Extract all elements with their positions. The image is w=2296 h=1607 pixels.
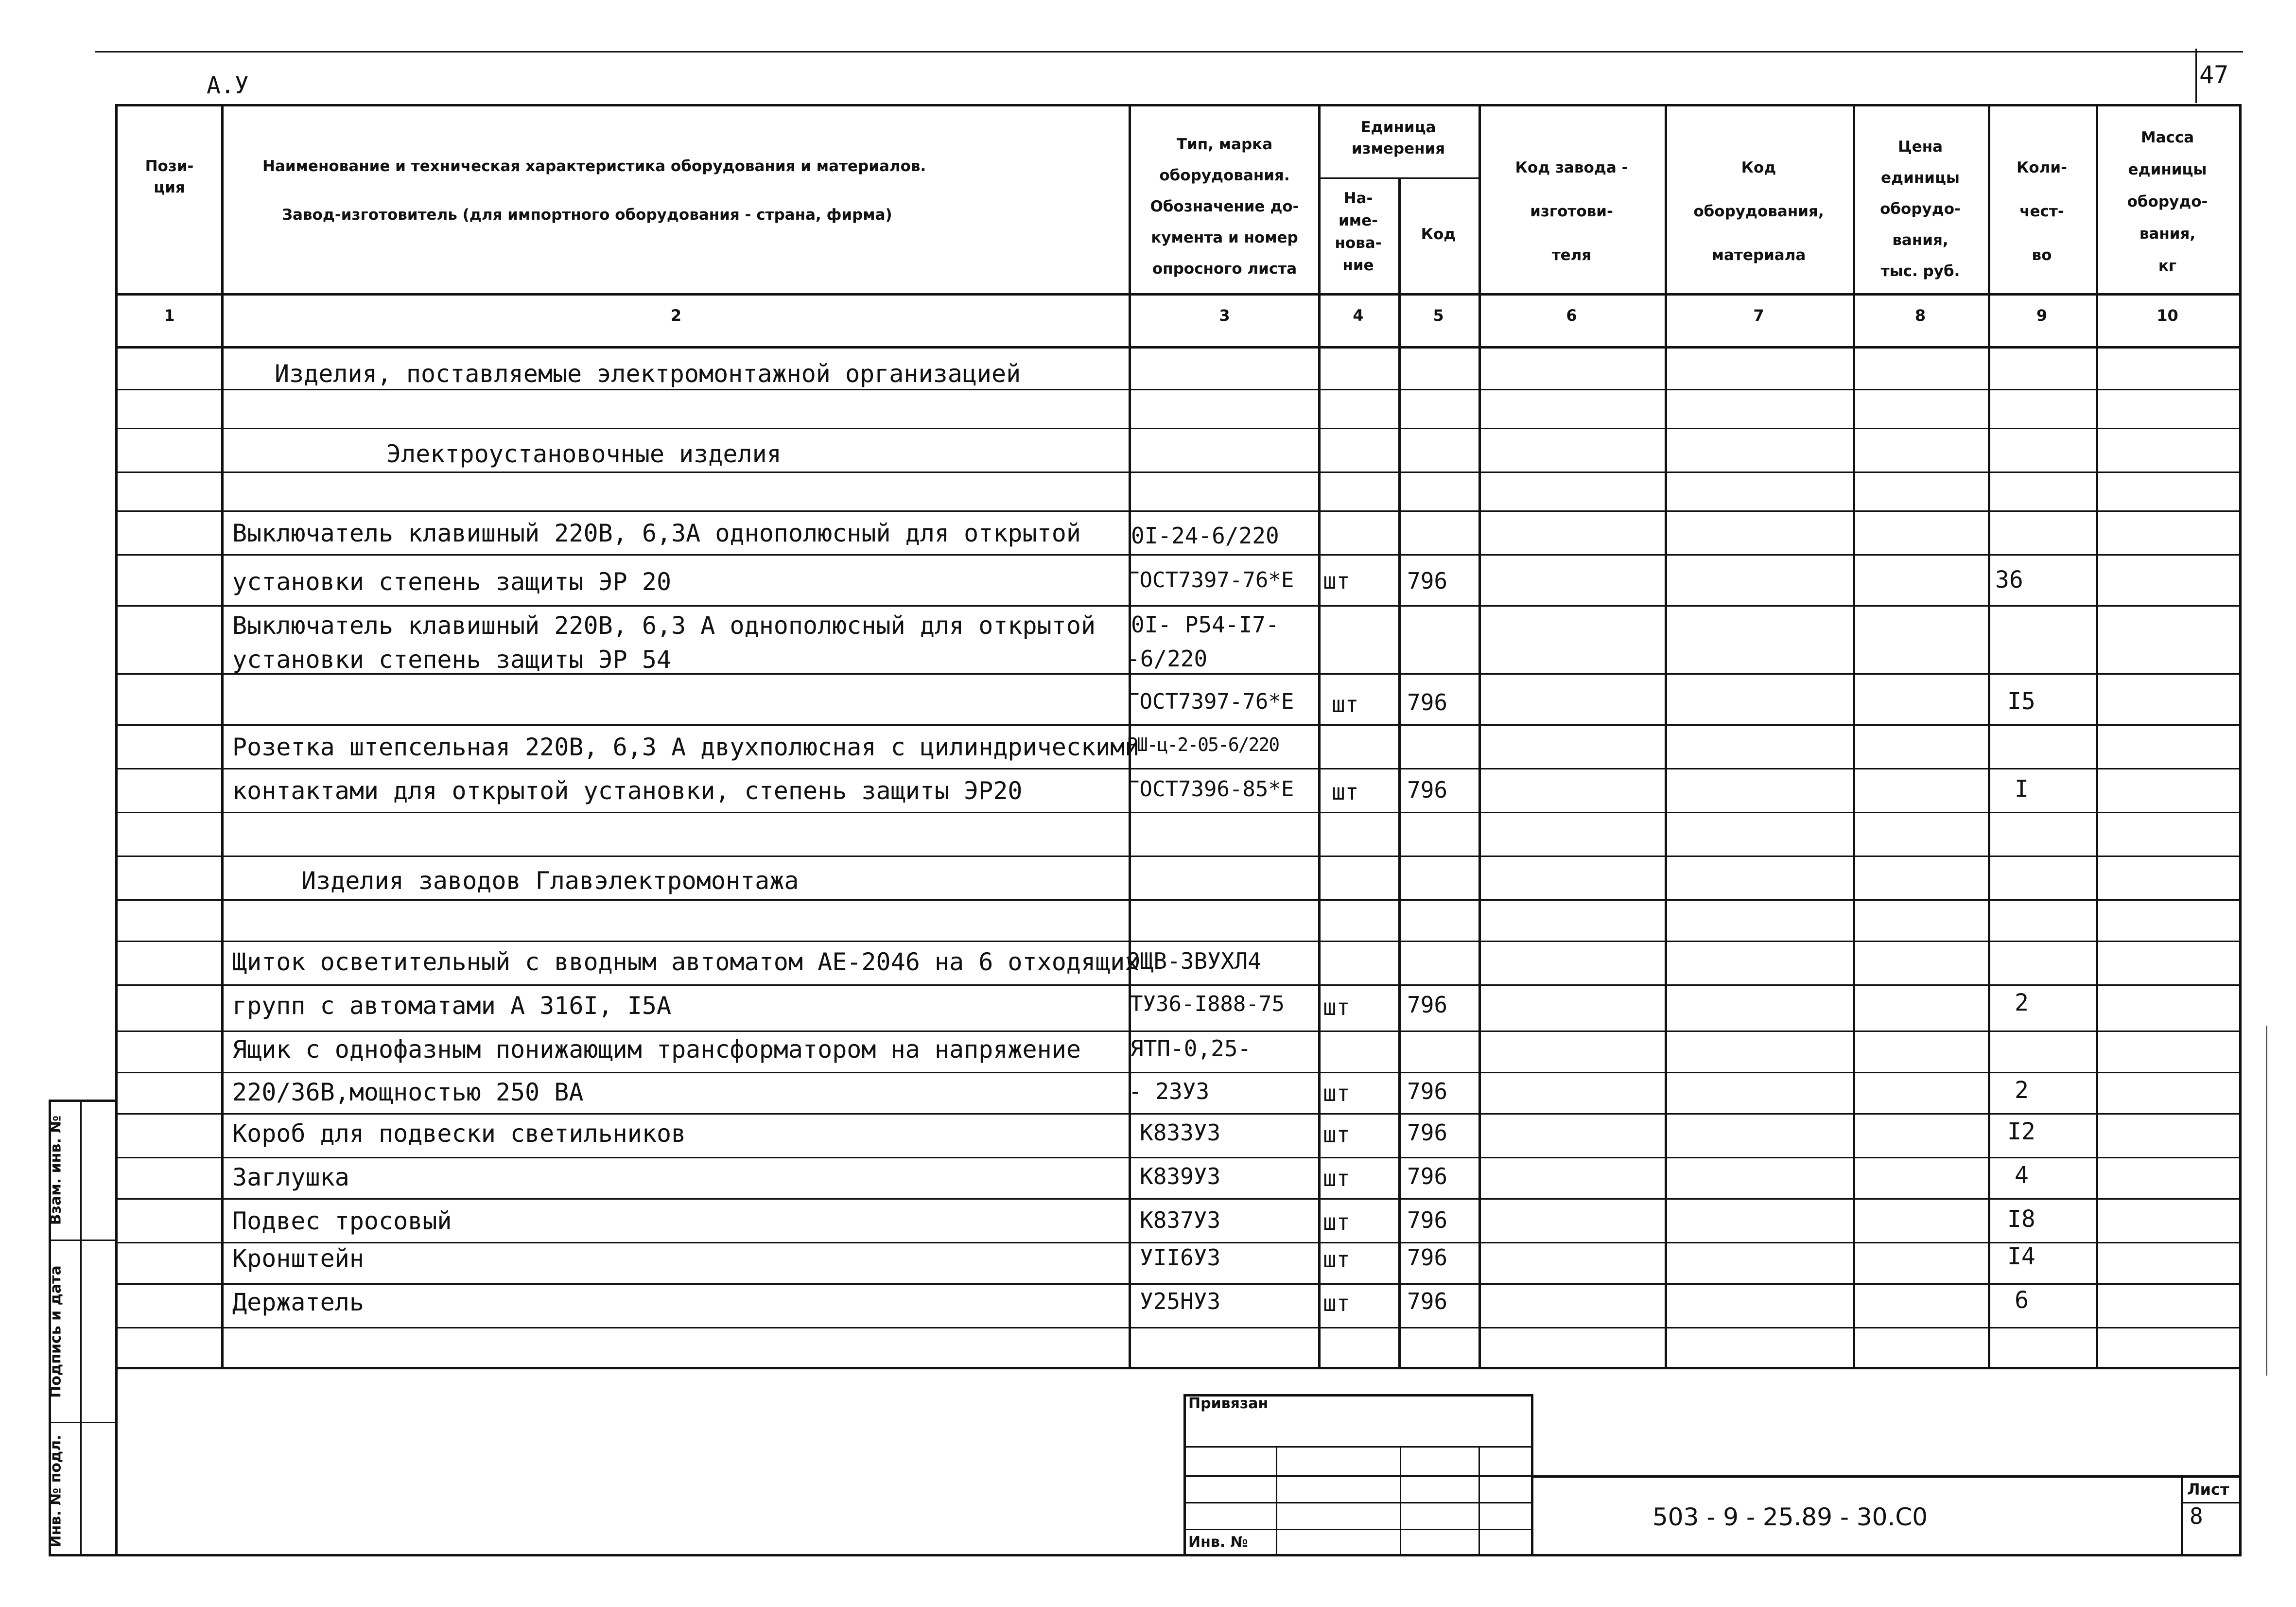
item-quantity: I8 (2007, 1205, 2035, 1233)
item-type: - 23УЗ (1129, 1078, 1210, 1104)
frame-bottom-border (117, 1554, 2241, 1556)
side-stamp-line (49, 1422, 117, 1423)
item-name: контактами для открытой установки, степень защиты ЭР20 (232, 777, 1023, 805)
item-code: 796 (1407, 992, 1448, 1018)
item-type: К839УЗ (1140, 1163, 1221, 1189)
item-type: ТУ36-I888-75 (1130, 992, 1285, 1016)
header-name-line1: Наименование и техническая характеристика оборудования и материалов. (262, 157, 926, 175)
col-divider-5 (1478, 104, 1481, 1367)
col-divider-9 (2096, 104, 2098, 1367)
item-code: 796 (1407, 777, 1448, 803)
table-top-border (117, 104, 2241, 106)
header-bottom-border (117, 293, 2241, 296)
item-type: ГОСТ7396-85*Е (1127, 777, 1294, 802)
row-line (117, 389, 2241, 390)
item-type: К833УЗ (1140, 1119, 1221, 1146)
item-unit: шт (1323, 1080, 1350, 1106)
item-name: Выключатель клавишный 220В, 6,3 А однополюсный для открытой (232, 611, 1096, 640)
sheet-mark: А.У (207, 72, 249, 99)
col-number-3: 3 (1219, 306, 1230, 325)
unit-group-divider (1318, 177, 1478, 179)
item-name: Ящик с однофазным понижающим трансформатором на напряжение (232, 1035, 1081, 1064)
stamp-vline (1478, 1446, 1480, 1555)
item-type: ОЩВ-ЗВУХЛ4 (1127, 948, 1261, 974)
row-line (117, 1242, 2241, 1243)
stamp-inv-label: Инв. № (1188, 1534, 1248, 1551)
item-type: ГОСТ7397-76*Е (1127, 568, 1294, 593)
item-name: 220/36В,мощностью 250 ВА (232, 1078, 584, 1106)
item-name: групп с автоматами А 316I, I5А (232, 992, 672, 1020)
item-quantity: I2 (2007, 1118, 2035, 1145)
item-quantity: I4 (2007, 1243, 2035, 1270)
row-line (117, 812, 2241, 813)
stamp-line (1183, 1475, 1533, 1477)
col-number-9: 9 (2036, 306, 2048, 325)
row-line (117, 1198, 2241, 1200)
row-line (117, 554, 2241, 556)
header-type: Тип, марка оборудования. Обозначение до- кумента и номер опросного листа (1150, 136, 1299, 278)
scan-edge-line (2266, 1026, 2267, 1376)
side-stamp-line (49, 1240, 117, 1241)
stamp-vline (1400, 1446, 1401, 1555)
header-quantity: Коли- чест- во (2017, 159, 2067, 264)
row-line (117, 428, 2241, 429)
side-stamp-vline (80, 1100, 82, 1556)
item-type: -6/220 (1127, 646, 1208, 672)
item-type: РШ-ц-2-05-6/220 (1127, 734, 1279, 755)
header-position: Пози- ция (145, 157, 194, 196)
item-quantity: 36 (1995, 566, 2023, 594)
item-quantity: 4 (2015, 1162, 2029, 1189)
row-line (117, 1031, 2241, 1032)
header-unit-name: На- име- нова- ние (1335, 190, 1382, 274)
item-name: Держатель (232, 1288, 364, 1316)
item-name: Заглушка (232, 1163, 349, 1191)
item-unit: шт (1323, 1209, 1350, 1235)
top-rule (95, 51, 2243, 52)
col-number-10: 10 (2157, 306, 2178, 325)
item-name: установки степень защиты ЭР 20 (232, 568, 672, 596)
side-label-podpis: Подпись и дата (47, 1265, 65, 1398)
col-number-5: 5 (1433, 306, 1444, 325)
item-quantity: I5 (2007, 688, 2035, 715)
col-divider-3 (1318, 104, 1321, 1367)
sheet-label: Лист (2187, 1480, 2229, 1499)
item-unit: шт (1323, 994, 1350, 1020)
item-unit: шт (1323, 568, 1350, 594)
stamp-line (1183, 1529, 1533, 1530)
row-line (117, 1157, 2241, 1158)
col-number-4: 4 (1353, 306, 1364, 325)
table-bottom-border (117, 1367, 2241, 1369)
item-code: 796 (1407, 1163, 1448, 1189)
item-type: К837УЗ (1140, 1207, 1221, 1233)
item-unit: шт (1323, 1165, 1350, 1191)
header-factory-code: Код завода - изготови- теля (1515, 159, 1628, 264)
item-type: УII6УЗ (1140, 1244, 1221, 1271)
header-name-line2: Завод-изготовитель (для импортного оборудования - страна, фирма) (282, 206, 892, 224)
row-line (117, 510, 2241, 512)
row-line (117, 605, 2241, 607)
row-line (117, 856, 2241, 857)
header-equipment-code: Код оборудования, материала (1693, 159, 1824, 264)
side-label-vzam: Взам. инв. № (47, 1115, 65, 1225)
stamp-privyazan-box (1183, 1394, 1533, 1555)
header-mass: Масса единицы оборудо- вания, кг (2127, 129, 2208, 275)
col-number-6: 6 (1566, 306, 1577, 325)
row-line (117, 899, 2241, 901)
item-type: ЯТП-0,25- (1130, 1035, 1252, 1062)
item-type: 0I- Р54-I7- (1131, 611, 1279, 638)
title-block-top (1533, 1475, 2241, 1478)
stamp-privyazan-label: Привязан (1188, 1395, 1269, 1412)
item-type: ГОСТ7397-76*Е (1127, 689, 1294, 714)
column-numbers-bottom-border (117, 346, 2241, 349)
row-line (117, 472, 2241, 473)
item-unit: шт (1323, 1246, 1350, 1273)
item-code: 796 (1407, 1078, 1448, 1104)
stamp-line (1183, 1502, 1533, 1503)
col-number-1: 1 (164, 306, 175, 325)
sheet-box-divider (2181, 1475, 2183, 1555)
col-divider-8 (1988, 104, 1990, 1367)
item-code: 796 (1407, 689, 1448, 716)
item-name: Розетка штепсельная 220В, 6,3 А двухполюсная с цилиндрическими (232, 733, 1140, 761)
document-code: 503 - 9 - 25.89 - 30.С0 (1652, 1503, 1928, 1531)
item-name: Подвес тросовый (232, 1207, 452, 1235)
item-unit: шт (1332, 691, 1359, 717)
item-name: Короб для подвески светильников (232, 1119, 686, 1148)
row-line (117, 768, 2241, 769)
col-divider-6 (1665, 104, 1667, 1367)
row-line (117, 1113, 2241, 1115)
item-unit: шт (1323, 1290, 1350, 1316)
row-line (117, 1283, 2241, 1285)
frame-right-border (2239, 104, 2242, 1556)
item-name: Выключатель клавишный 220В, 6,3А однополюсный для открытой (232, 519, 1081, 547)
item-unit: шт (1323, 1121, 1350, 1148)
item-code: 796 (1407, 568, 1448, 594)
row-line (117, 984, 2241, 986)
item-code: 796 (1407, 1207, 1448, 1233)
row-line (117, 724, 2241, 726)
item-quantity: 6 (2015, 1287, 2029, 1314)
item-code: 796 (1407, 1288, 1448, 1314)
item-name: Щиток осветительный с вводным автоматом АЕ-2046 на 6 отходящих (232, 948, 1140, 976)
section-heading: Изделия, поставляемые электромонтажной организацией (275, 360, 1021, 388)
stamp-vline (1276, 1446, 1277, 1555)
item-unit: шт (1332, 779, 1359, 805)
page-number-divider (2195, 49, 2197, 103)
row-line (117, 1327, 2241, 1328)
stamp-line (1183, 1446, 1533, 1448)
side-label-inv-podl: Инв. № подл. (47, 1434, 65, 1548)
item-name: Кронштейн (232, 1244, 364, 1273)
item-code: 796 (1407, 1119, 1448, 1146)
col-number-7: 7 (1753, 306, 1764, 325)
col-divider-7 (1853, 104, 1855, 1367)
header-unit-code: Код (1421, 226, 1456, 243)
item-type: 0I-24-6/220 (1131, 523, 1279, 549)
item-quantity: 2 (2015, 1077, 2029, 1104)
subsection-heading: Электроустановочные изделия (386, 440, 782, 468)
header-unit-group: Единица измерения (1351, 119, 1445, 157)
item-quantity: I (2015, 775, 2029, 803)
item-name: установки степень защиты ЭР 54 (232, 646, 672, 674)
page-number: 47 (2199, 61, 2229, 89)
sheet-number: 8 (2190, 1503, 2203, 1529)
col-divider-4 (1398, 177, 1401, 1367)
col-number-2: 2 (670, 306, 682, 325)
item-type: У25НУЗ (1140, 1288, 1221, 1314)
row-line (117, 941, 2241, 942)
col-number-8: 8 (1914, 306, 1926, 325)
item-code: 796 (1407, 1244, 1448, 1271)
row-line (117, 1072, 2241, 1073)
subsection-heading: Изделия заводов Главэлектромонтажа (301, 867, 799, 895)
item-quantity: 2 (2015, 989, 2029, 1016)
col-divider-1 (221, 104, 224, 1367)
header-price: Цена единицы оборудо- вания, тыс. руб. (1880, 138, 1961, 280)
